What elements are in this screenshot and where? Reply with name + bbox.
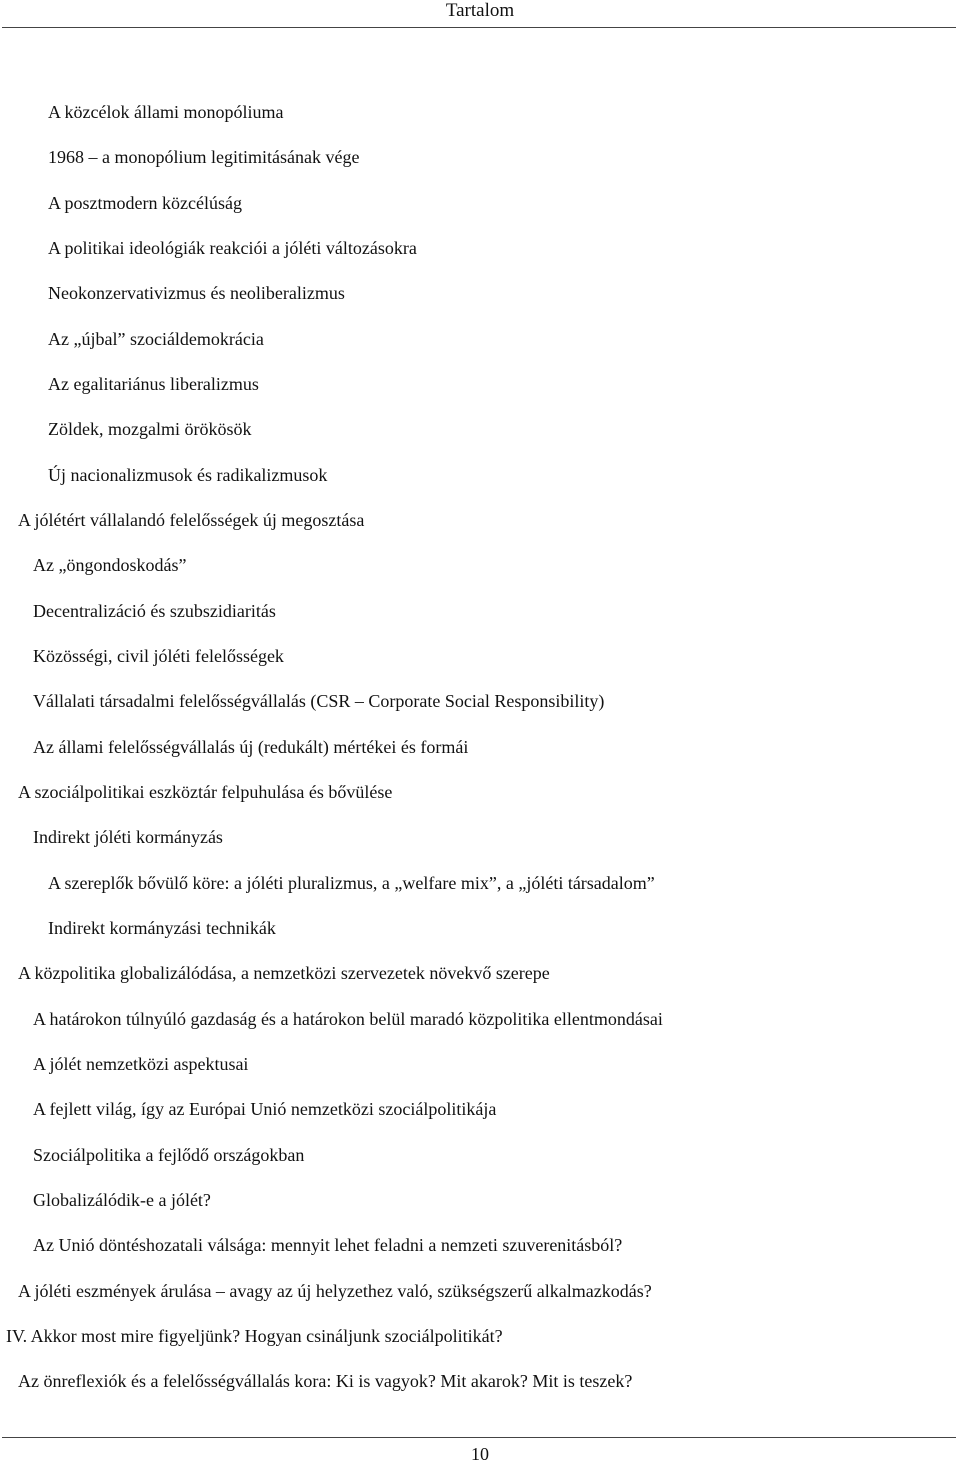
toc-entry: Új nacionalizmusok és radikalizmusok [48,464,328,485]
header-divider [2,27,956,28]
toc-entry: Indirekt kormányzási technikák [48,917,276,938]
table-of-contents [0,98,960,1413]
toc-entry: A szereplők bővülő köre: a jóléti pluralizmus, a „welfare mix”, a „jóléti társadalom” [48,872,655,893]
toc-entry: Indirekt jóléti kormányzás [33,827,223,848]
toc-entry: Zöldek, mozgalmi örökösök [48,419,252,440]
toc-entry: Decentralizáció és szubszidiaritás [33,600,276,621]
footer-divider [2,1437,956,1438]
toc-entry: A jólét nemzetközi aspektusai [33,1053,249,1074]
toc-entry: Az egalitariánus liberalizmus [48,373,259,394]
toc-entry: Közösségi, civil jóléti felelősségek [33,645,284,666]
toc-entry: A fejlett világ, így az Európai Unió nemzetközi szociálpolitikája [33,1099,497,1120]
toc-entry: A közcélok állami monopóliuma [48,102,284,122]
toc-entry: A posztmodern közcélúság [48,192,242,213]
page-header-title: Tartalom [445,0,515,21]
toc-entry: A politikai ideológiák reakciói a jóléti változásokra [48,237,417,258]
toc-entry: A jólétért vállalandó felelősségek új megosztása [18,509,365,530]
toc-entry: Vállalati társadalmi felelősségvállalás (CSR – Corporate Social Responsibility) [33,691,605,712]
toc-entry: A jóléti eszmények árulása – avagy az új helyzethez való, szükségszerű alkalmazkodás? [18,1280,652,1301]
toc-entry: Az „öngondoskodás” [33,555,187,576]
toc-entry: A szociálpolitikai eszköztár felpuhulása és bővülése [18,781,393,802]
toc-entry: IV. Akkor most mire figyeljünk? Hogyan csináljunk szociálpolitikát? [6,1325,503,1346]
toc-entry: Neokonzervativizmus és neoliberalizmus [48,283,345,304]
page-number: 10 [471,1444,489,1464]
toc-entry: Szociálpolitika a fejlődő országokban [33,1144,305,1165]
toc-entry: Az önreflexiók és a felelősségvállalás kora: Ki is vagyok? Mit akarok? Mit is teszek? [18,1371,633,1392]
toc-entry: A közpolitika globalizálódása, a nemzetközi szervezetek növekvő szerepe [18,963,550,984]
toc-entry: 1968 – a monopólium legitimitásának vége [48,147,360,168]
toc-entry: Globalizálódik-e a jólét? [33,1189,211,1210]
toc-entry: Az „újbal” szociáldemokrácia [48,328,264,349]
toc-entry: A határokon túlnyúló gazdaság és a határokon belül maradó közpolitika ellentmondásai [33,1008,663,1029]
toc-entry: Az Unió döntéshozatali válsága: mennyit lehet feladni a nemzeti szuverenitásból? [33,1235,623,1256]
toc-entry: Az állami felelősségvállalás új (redukált) mértékei és formái [33,736,469,757]
